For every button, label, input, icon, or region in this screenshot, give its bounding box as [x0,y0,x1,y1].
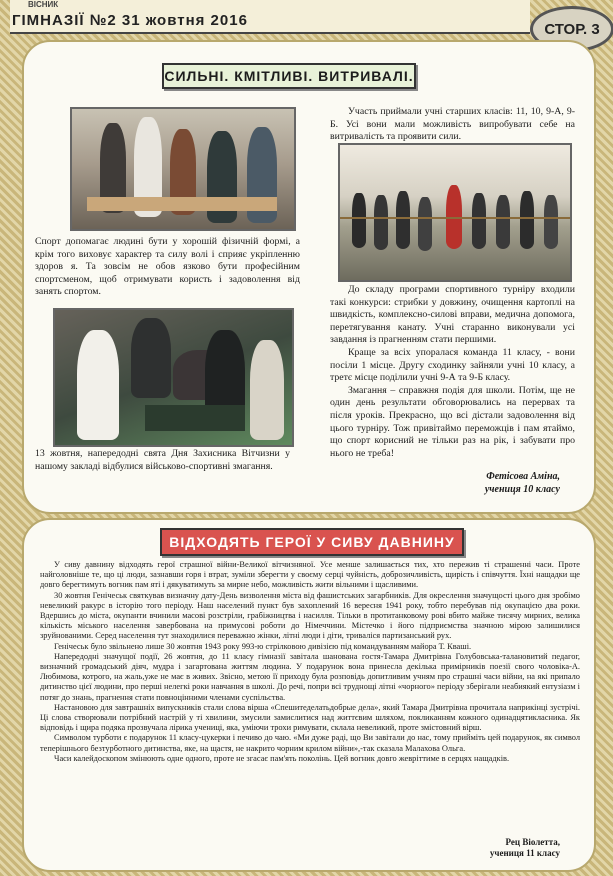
heroes-paragraph: Настановою для завтрашніх випускників стали слова вірша «Спешитеделатьдобрые дела», який Тамара Дмитрівна прочитала наприкінці зустрічі. Ці слова створювали потрібний настрій у ті хвилини, змусили замислитися над життєвим шляхом, покликанням кожного одинадцятикласника. Як відповідь і щира подяка прозвучала лірика учениці, яка, уміючи трохи римувати, склала невеликий, проте змістовний вірш. [40,702,580,733]
masthead-small-title: ВІСНИК [28,0,59,9]
sport-author-role: учениця 10 класу [484,484,560,495]
page-number-label: СТОР. 3 [544,20,600,38]
heroes-article-body [40,560,580,764]
section2-title: ВІДХОДЯТЬ ГЕРОЇ У СИВУ ДАВНИНУ [160,528,464,556]
photo-potato-peeling [70,107,296,231]
photo-tug-of-war [338,143,572,282]
sport-participants-paragraph: Участь приймали учні старших класів: 11, 10, 9-А, 9-Б. Усі вони мали можливість випробувати себе на витривалість та проявити сили. [330,106,575,143]
sport-winners-paragraph: Краще за всіх упоралася команда 11 класу, - вони посіли 1 місце. Другу сходинку зайняли учні 10 класу, а третє місце поділили учні 9-А та 9-Б класу. [330,346,575,384]
heroes-paragraph: Часи калейдоскопом змінюють одне одного, проте не згасає пам'ять поколінь. Цей вогник довго жевріттиме в серцях нащадків. [54,753,510,763]
masthead [10,0,530,34]
sport-results-text [330,284,575,460]
heroes-paragraph: Символом турботи є подарунок 11 класу-цукерки і печиво до чаю. «Ми дуже раді, що Ви завітали до нас, тому прийміть цей подарунок, як символ теперішнього безтурботного дитинства, яке, на щастя, не накрито чорним крилом війни»,-так сказала Малахова Ольга. [40,733,580,753]
photo-first-aid [53,308,294,447]
section1-title: СИЛЬНІ. КМІТЛИВІ. ВИТРИВАЛІ. [162,63,416,89]
heroes-paragraph: Генічеськ було звільнено лише 30 жовтня 1943 року 993-ю стрілковою дивізією під командуванням майора Т. Кваші. [54,641,472,651]
heroes-paragraph: У сиву давнину відходять герої страшної війни-Великої вітчизняної. Усе менше залишається тих, хто пережив ті страшенні часи. Проте найголовніше те, що ці люди, зазнавши горя і втрат, зуміли зберегти у своєму серці чуйність, доброзичливість, щирість і співчуття. Їхні нащадки ще довго берегтимуть вогник пам яті і дякуватимуть за мирне небо, можливість жити вільними і щасливими. [40,560,580,590]
sport-conclusion-paragraph: Змагання – справжня подія для школи. Потім, ще не один день результати обговорювались на перервах та після уроків. Прекрасно, що всі дістали задоволення від цього турніру. Тож привітаймо переможців і пам ятаймо, що спорт корисний не тільки раз на рік, і забувати про нього не треба! [330,384,575,459]
sport-signature [400,470,560,496]
sport-date-paragraph: 13 жовтня, напередодні свята Дня Захисника Вітчизни у нашому закладі відбулися військово-спортивні змагання. [35,448,290,472]
sport-author-name: Фетісова Аміна, [486,471,560,482]
sport-intro-paragraph: Спорт допомагає людині бути у хорошій фізичній формі, а крім того виховує характер та силу волі і сприяє укріпленню здоров я. Та зовсім не обов язково бути професійним спортсменом, щоб отримувати користь і задоволення від занять спортом. [35,236,300,298]
heroes-paragraph: 30 жовтня Генічеськ святкував визначну дату-День визволення міста від фашистських загарбників. Для окреслення значущості цього дня зробімо невеликий ракурс в історію того періоду. Наш населений пункт був захоплений 16 вересня 1941 року, тобто перебував під окупацією два роки. Вдершись до міста, окупанти вчинили масові розстріли, грабіжництва і насилля. Тільки в протитанковому рові вбито майже тисячу мирних, велика кількість міського населення завербована на примусові роботи до Німеччини. Містечко і його підприємства значною мірою залишилися зруйнованими. Серед населення тут знаходилися переважно жінки, літні люди і діти, триваліся партизанський рух. [40,590,580,641]
heroes-author-role: учениця 11 класу [489,848,560,858]
heroes-signature [420,837,560,859]
sport-program-paragraph: До складу програми спортивного турніру входили такі конкурси: стрибки у довжину, очищення картоплі на швидкість, комплексно-силові вправи, медична допомога, перетягування канату. Учні старанно виконували усі завдання із прагненням стати першими. [330,284,575,346]
heroes-paragraph: Напередодні значущої події, 26 жовтня, до 11 класу гімназії завітала шанована гостя-Тамара Дмитрівна Голубовська-талановитий педагог, визначний громадський діяч, мудра і загартована життям людина. У подарунок вона принесла декілька примірників поезії свого чоловіка-А. Любимова, котрого, на жаль,уже не має в живих. Звісно, метою її приходу була розповідь допитливим учням про страшні часи війни, на які припало дитинство цієї людини, про перші нелегкі роки навчання в школі. До речі, попри всі труднощі літні «чорного» періоду зберігали неабиякий ентузіазм і потяг до знань, прагнення стати повноцінними членами суспільства. [40,651,580,702]
heroes-author-name: Рец Віолетта, [505,837,560,847]
masthead-issue-line: ГІМНАЗІЇ №2 31 жовтня 2016 [12,12,248,29]
